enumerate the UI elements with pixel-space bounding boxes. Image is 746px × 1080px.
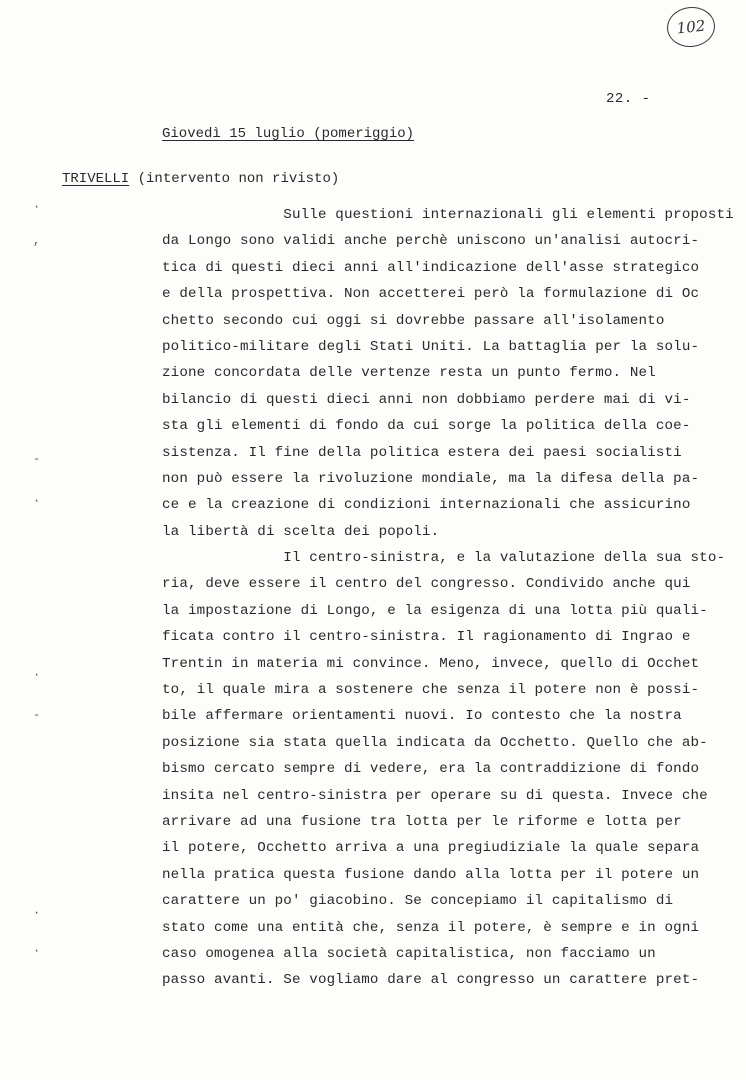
text-line: stato come una entità che, senza il potere, è sempre e in ogni — [162, 919, 700, 936]
archive-stamp: 102 — [665, 5, 717, 50]
text-line: posizione sia stata quella indicata da Occhetto. Quello che ab- — [162, 734, 708, 751]
text-line: bilancio di questi dieci anni non dobbiamo perdere mai di vi- — [162, 391, 691, 408]
margin-dot: · — [33, 944, 41, 958]
text-line: sistenza. Il fine della politica estera dei paesi socialisti — [162, 444, 682, 461]
text-line: to, il quale mira a sostenere che senza il potere non è possi- — [162, 682, 700, 699]
margin-dot: , — [33, 234, 41, 248]
speaker-line — [62, 171, 339, 187]
text-line: sta gli elementi di fondo da cui sorge la politica della coe- — [162, 418, 691, 435]
text-line: la impostazione di Longo, e la esigenza di una lotta più quali- — [162, 602, 708, 619]
text-line: tica di questi dieci anni all'indicazione dell'asse strategico — [162, 259, 700, 276]
page-number: 22. - — [606, 91, 651, 107]
text-line: passo avanti. Se vogliamo dare al congresso un carattere pret- — [162, 972, 700, 989]
text-line: da Longo sono validi anche perchè uniscono un'analisi autocri- — [162, 233, 700, 250]
text-line: bile affermare orientamenti nuovi. Io contesto che la nostra — [162, 708, 682, 725]
text-line: e della prospettiva. Non accetterei però la formulazione di Oc — [162, 286, 700, 303]
speech-body — [162, 202, 734, 994]
text-line: carattere un po' giacobino. Se concepiamo il capitalismo di — [162, 893, 674, 910]
text-line: non può essere la rivoluzione mondiale, ma la difesa della pa- — [162, 470, 700, 487]
margin-dot: · — [33, 906, 41, 920]
text-line: nella pratica questa fusione dando alla lotta per il potere un — [162, 866, 700, 883]
speaker-name: TRIVELLI — [62, 171, 130, 187]
margin-dot: - — [33, 708, 41, 722]
text-line: la libertà di scelta dei popoli. — [162, 523, 440, 540]
text-line: Il centro-sinistra, e la valutazione della sua sto- — [162, 550, 726, 567]
date-heading: Giovedì 15 luglio (pomeriggio) — [162, 126, 415, 142]
text-line: arrivare ad una fusione tra lotta per le riforme e lotta per — [162, 813, 682, 830]
text-line: caso omogenea alla società capitalistica, non facciamo un — [162, 945, 656, 962]
margin-dot: · — [33, 494, 41, 508]
speaker-note: (intervento non rivisto) — [137, 171, 340, 187]
margin-dot: - — [33, 452, 41, 466]
text-line: politico-militare degli Stati Uniti. La battaglia per la solu- — [162, 338, 700, 355]
text-line: zione concordata delle vertenze resta un punto fermo. Nel — [162, 365, 656, 382]
margin-dot: · — [33, 200, 41, 214]
text-line: bismo cercato sempre di vedere, era la contraddizione di fondo — [162, 761, 700, 778]
text-line: Trentin in materia mi convince. Meno, invece, quello di Occhet — [162, 655, 700, 672]
margin-dot: · — [33, 668, 41, 682]
text-line: Sulle questioni internazionali gli elementi proposti — [162, 207, 734, 223]
text-line: chetto secondo cui oggi si dovrebbe passare all'isolamento — [162, 312, 665, 329]
text-line: il potere, Occhetto arriva a una pregiudiziale la quale separa — [162, 840, 700, 857]
text-line: ria, deve essere il centro del congresso. Condivido anche qui — [162, 576, 691, 593]
text-line: insita nel centro-sinistra per operare su di questa. Invece che — [162, 787, 708, 804]
text-line: ficata contro il centro-sinistra. Il ragionamento di Ingrao e — [162, 629, 691, 646]
text-line: ce e la creazione di condizioni internazionali che assicurino — [162, 497, 691, 514]
